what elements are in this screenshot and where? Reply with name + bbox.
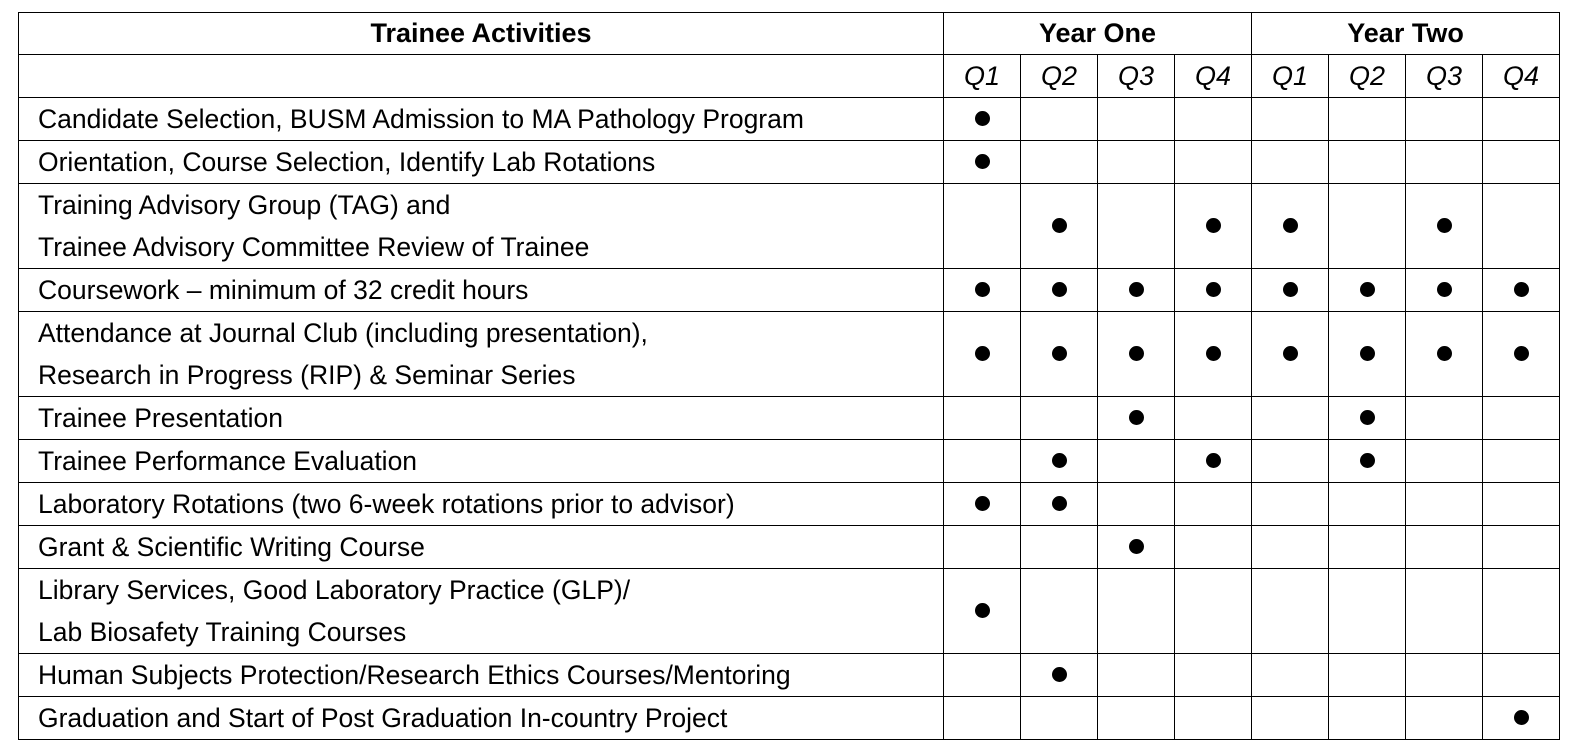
quarter-cell	[1406, 312, 1483, 397]
quarter-cell	[1175, 483, 1252, 526]
quarter-cell	[1406, 483, 1483, 526]
quarter-cell	[944, 483, 1021, 526]
activity-label	[19, 141, 944, 184]
activity-label-line: Attendance at Journal Club (including presentation),	[38, 318, 648, 348]
activity-label	[19, 269, 944, 312]
table-row	[19, 697, 1560, 740]
quarter-cell	[1021, 141, 1098, 184]
quarter-cell	[1098, 697, 1175, 740]
quarter-cell	[1021, 312, 1098, 397]
activity-label-line: Graduation and Start of Post Graduation In-country Project	[38, 703, 728, 733]
quarter-cell	[1252, 141, 1329, 184]
activity-label-line: Laboratory Rotations (two 6-week rotations prior to advisor)	[38, 489, 735, 519]
activity-label-line: Grant & Scientific Writing Course	[38, 532, 425, 562]
quarter-header: Q3	[1098, 55, 1175, 98]
activity-label-line: Coursework – minimum of 32 credit hours	[38, 275, 529, 305]
bullet-dot-icon	[1206, 346, 1221, 361]
bullet-dot-icon	[1283, 218, 1298, 233]
quarter-cell	[1098, 312, 1175, 397]
quarter-cell	[1175, 569, 1252, 654]
table-row	[19, 312, 1560, 397]
bullet-dot-icon	[1052, 496, 1067, 511]
quarter-cell	[1406, 184, 1483, 269]
quarter-cell	[1021, 440, 1098, 483]
quarter-cell	[1252, 440, 1329, 483]
quarter-header: Q3	[1406, 55, 1483, 98]
quarter-cell	[1021, 98, 1098, 141]
quarter-cell	[1098, 269, 1175, 312]
activities-header: Trainee Activities	[19, 13, 944, 55]
table-row	[19, 483, 1560, 526]
bullet-dot-icon	[975, 154, 990, 169]
table-row	[19, 269, 1560, 312]
quarter-cell	[1483, 141, 1560, 184]
bullet-dot-icon	[975, 111, 990, 126]
quarter-cell	[944, 654, 1021, 697]
activity-label	[19, 526, 944, 569]
quarter-cell	[1483, 483, 1560, 526]
quarter-cell	[1483, 440, 1560, 483]
quarter-cell	[1098, 569, 1175, 654]
quarter-cell	[1252, 483, 1329, 526]
quarter-cell	[1098, 397, 1175, 440]
bullet-dot-icon	[1514, 710, 1529, 725]
quarter-cell	[944, 312, 1021, 397]
quarter-cell	[1329, 483, 1406, 526]
quarter-header: Q2	[1329, 55, 1406, 98]
table-row	[19, 98, 1560, 141]
quarter-cell	[1252, 184, 1329, 269]
quarter-cell	[1098, 654, 1175, 697]
quarter-cell	[1329, 184, 1406, 269]
year-two-header: Year Two	[1252, 13, 1560, 55]
activity-label-line: Research in Progress (RIP) & Seminar Series	[38, 360, 576, 390]
bullet-dot-icon	[1437, 218, 1452, 233]
quarter-cell	[1406, 397, 1483, 440]
table-row	[19, 569, 1560, 654]
quarter-cell	[1021, 697, 1098, 740]
quarter-cell	[1483, 312, 1560, 397]
quarter-cell	[1175, 397, 1252, 440]
activity-rows	[19, 98, 1560, 740]
activity-label-line: Lab Biosafety Training Courses	[38, 617, 407, 647]
bullet-dot-icon	[975, 496, 990, 511]
bullet-dot-icon	[1129, 282, 1144, 297]
quarter-cell	[1483, 569, 1560, 654]
bullet-dot-icon	[975, 346, 990, 361]
quarter-cell	[1021, 269, 1098, 312]
quarter-cell	[1175, 141, 1252, 184]
quarter-cell	[1329, 98, 1406, 141]
activity-label-line: Training Advisory Group (TAG) and	[38, 190, 451, 220]
bullet-dot-icon	[1052, 218, 1067, 233]
quarter-cell	[1252, 98, 1329, 141]
activity-label-line: Library Services, Good Laboratory Practice (GLP)/	[38, 575, 631, 605]
quarter-cell	[1483, 526, 1560, 569]
bullet-dot-icon	[1283, 282, 1298, 297]
activity-label	[19, 312, 944, 397]
activity-label	[19, 483, 944, 526]
bullet-dot-icon	[1052, 346, 1067, 361]
quarter-cell	[1329, 269, 1406, 312]
quarter-cell	[1252, 654, 1329, 697]
quarter-cell	[944, 98, 1021, 141]
quarter-cell	[1483, 269, 1560, 312]
bullet-dot-icon	[1360, 282, 1375, 297]
quarter-cell	[1406, 141, 1483, 184]
quarter-cell	[1021, 184, 1098, 269]
bullet-dot-icon	[1437, 282, 1452, 297]
bullet-dot-icon	[1514, 282, 1529, 297]
quarter-cell	[1175, 440, 1252, 483]
quarter-cell	[1175, 184, 1252, 269]
activity-label	[19, 697, 944, 740]
quarter-cell	[1483, 98, 1560, 141]
quarter-cell	[1406, 654, 1483, 697]
bullet-dot-icon	[1437, 346, 1452, 361]
quarter-cell	[944, 269, 1021, 312]
bullet-dot-icon	[1129, 410, 1144, 425]
quarter-cell	[1098, 141, 1175, 184]
table-row	[19, 184, 1560, 269]
quarter-cell	[1329, 440, 1406, 483]
quarter-header: Q1	[1252, 55, 1329, 98]
quarter-cell	[1406, 98, 1483, 141]
header-row-years	[19, 13, 1560, 55]
activity-label	[19, 654, 944, 697]
quarter-cell	[1406, 569, 1483, 654]
quarter-cell	[1252, 697, 1329, 740]
quarter-cell	[1406, 269, 1483, 312]
quarter-cell	[944, 697, 1021, 740]
activity-label-line: Orientation, Course Selection, Identify Lab Rotations	[38, 147, 656, 177]
quarter-cell	[1329, 569, 1406, 654]
quarter-cell	[1252, 269, 1329, 312]
table-row	[19, 526, 1560, 569]
quarter-cell	[1329, 697, 1406, 740]
quarter-cell	[944, 569, 1021, 654]
bullet-dot-icon	[1360, 346, 1375, 361]
activity-label	[19, 569, 944, 654]
quarter-cell	[1175, 98, 1252, 141]
quarter-cell	[1021, 483, 1098, 526]
quarter-cell	[1483, 654, 1560, 697]
activity-label-line: Candidate Selection, BUSM Admission to MA Pathology Program	[38, 104, 804, 134]
bullet-dot-icon	[1129, 346, 1144, 361]
quarter-cell	[1021, 526, 1098, 569]
quarter-header: Q4	[1483, 55, 1560, 98]
quarter-cell	[1252, 312, 1329, 397]
quarter-cell	[1021, 654, 1098, 697]
quarter-cell	[944, 184, 1021, 269]
activity-label	[19, 184, 944, 269]
table-row	[19, 397, 1560, 440]
year-one-header: Year One	[944, 13, 1252, 55]
quarter-cell	[1098, 440, 1175, 483]
quarter-cell	[1329, 526, 1406, 569]
bullet-dot-icon	[1360, 410, 1375, 425]
quarter-cell	[944, 526, 1021, 569]
bullet-dot-icon	[1283, 346, 1298, 361]
quarter-header: Q4	[1175, 55, 1252, 98]
quarter-cell	[1406, 697, 1483, 740]
quarter-cell	[1252, 569, 1329, 654]
quarter-cell	[1175, 312, 1252, 397]
quarter-cell	[1098, 483, 1175, 526]
quarter-header: Q2	[1021, 55, 1098, 98]
quarter-cell	[1175, 269, 1252, 312]
quarter-cell	[1021, 569, 1098, 654]
bullet-dot-icon	[1206, 218, 1221, 233]
quarter-cell	[1021, 397, 1098, 440]
quarter-cell	[1329, 654, 1406, 697]
activity-label-line: Trainee Performance Evaluation	[38, 446, 418, 476]
quarter-cell	[1252, 526, 1329, 569]
quarter-header: Q1	[944, 55, 1021, 98]
quarter-cell	[944, 397, 1021, 440]
activity-label-line: Trainee Presentation	[38, 403, 284, 433]
activity-label-line: Human Subjects Protection/Research Ethics Courses/Mentoring	[38, 660, 791, 690]
bullet-dot-icon	[1129, 539, 1144, 554]
bullet-dot-icon	[1052, 667, 1067, 682]
bullet-dot-icon	[1052, 453, 1067, 468]
quarter-cell	[1098, 526, 1175, 569]
trainee-activities-table	[18, 12, 1560, 740]
quarters-blank-cell	[19, 55, 944, 98]
quarter-cell	[1483, 697, 1560, 740]
bullet-dot-icon	[1514, 346, 1529, 361]
bullet-dot-icon	[1206, 453, 1221, 468]
quarter-cell	[1175, 697, 1252, 740]
quarter-cell	[1406, 440, 1483, 483]
bullet-dot-icon	[1206, 282, 1221, 297]
quarter-cell	[1329, 312, 1406, 397]
quarter-cell	[1098, 184, 1175, 269]
quarter-cell	[1329, 141, 1406, 184]
quarter-cell	[1098, 98, 1175, 141]
table-row	[19, 141, 1560, 184]
table-row	[19, 440, 1560, 483]
quarter-cell	[1252, 397, 1329, 440]
quarter-cell	[1483, 397, 1560, 440]
bullet-dot-icon	[1052, 282, 1067, 297]
quarter-cell	[1175, 526, 1252, 569]
bullet-dot-icon	[975, 282, 990, 297]
quarter-cell	[944, 440, 1021, 483]
activity-label-line: Trainee Advisory Committee Review of Trainee	[38, 232, 590, 262]
quarter-cell	[1406, 526, 1483, 569]
quarter-cell	[1329, 397, 1406, 440]
activity-label	[19, 397, 944, 440]
table-row	[19, 654, 1560, 697]
bullet-dot-icon	[975, 603, 990, 618]
header-row-quarters	[19, 55, 1560, 98]
activity-label	[19, 440, 944, 483]
quarter-cell	[1483, 184, 1560, 269]
activity-label	[19, 98, 944, 141]
quarter-cell	[1175, 654, 1252, 697]
quarter-cell	[944, 141, 1021, 184]
bullet-dot-icon	[1360, 453, 1375, 468]
